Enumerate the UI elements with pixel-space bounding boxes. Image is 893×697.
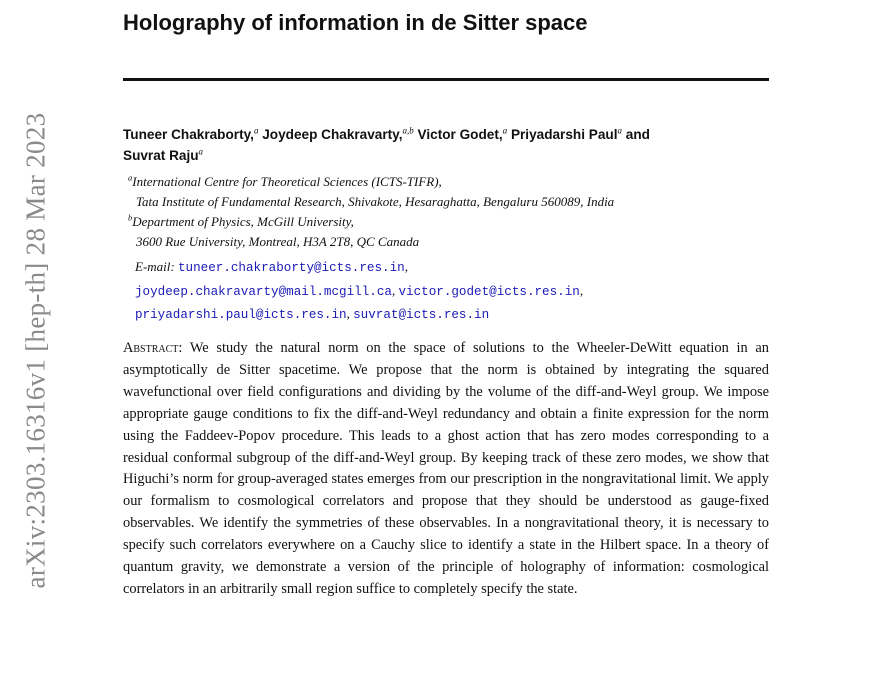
affiliation-text: Tata Institute of Fundamental Research, Shivakote, Hesaraghatta, Bengaluru 560089, India <box>136 194 615 209</box>
author-name: Victor Godet, <box>417 127 503 142</box>
email-link[interactable]: suvrat@icts.res.in <box>353 308 490 322</box>
author-affiliation-mark: a <box>253 125 259 136</box>
paper-title: Holography of information in de Sitter space <box>123 10 588 35</box>
author-name: Suvrat Raju <box>123 148 199 163</box>
affiliation-text: 3600 Rue University, Montreal, H3A 2T8, QC Canada <box>136 234 420 249</box>
email-line: priyadarshi.paul@icts.res.in, suvrat@icts.res.in <box>135 306 490 322</box>
affiliation-line <box>128 232 768 252</box>
author-conjunction: and <box>625 127 650 142</box>
title-rule-divider <box>123 78 769 81</box>
author-affiliation-mark: a <box>617 125 622 136</box>
affiliation-line <box>128 192 768 212</box>
arxiv-identifier-stamp <box>16 90 56 610</box>
affiliation-line <box>128 172 768 192</box>
author-affiliation-mark: a <box>198 146 204 157</box>
email-line: joydeep.chakravarty@mail.mcgill.ca, victor.godet@icts.res.in, <box>135 282 584 299</box>
email-link[interactable]: victor.godet@icts.res.in <box>398 284 580 299</box>
email-link[interactable]: tuneer.chakraborty@icts.res.in <box>177 261 405 275</box>
affiliation-mark: a <box>128 172 133 183</box>
affiliation-text: International Centre for Theoretical Sciences (ICTS-TIFR), <box>132 174 442 189</box>
affiliation-list <box>128 172 768 252</box>
abstract-label: Abstract: <box>123 340 183 356</box>
author-list <box>123 124 769 166</box>
author-name: Tuneer Chakraborty, <box>123 127 254 142</box>
abstract-text: We study the natural norm on the space of solutions to the Wheeler-DeWitt equation in an asymptotically de Sitter spacetime. We propose that the norm is obtained by integrating the squared wavefunctional over field configurations and dividing by the volume of the diff-and-Weyl group. We impose appropriate gauge conditions to fix the diff-and-Weyl redundancy and obtain a finite expression for the norm using the Faddeev-Popov procedure. This leads to a ghost action that has zero modes corresponding to a residual conformal subgroup of the diff-and-Weyl group. By keeping track of these zero modes, we show that Higuchi’s norm for group-averaged states emerges from our prescription in the nongravitational limit. We apply our formalism to cosmological correlators and propose that they should be understood as gauge-fixed observables. We identify the symmetries of these observables. In a nongravitational theory, it is necessary to specify such correlators everywhere on a Cauchy slice to identify a state in the Hilbert space. In a theory of quantum gravity, we demonstrate a version of the principle of holography of information: cosmological correlators in an arbitrarily small region suffice to completely specify the state. <box>123 340 769 597</box>
arxiv-identifier-text: arXiv:2303.16316v1 [hep-th] 28 Mar 2023 <box>20 112 51 588</box>
author-affiliation-mark: a,b <box>402 125 414 136</box>
author-name: Joydeep Chakravarty, <box>262 127 403 142</box>
affiliation-text: Department of Physics, McGill University, <box>132 214 354 229</box>
email-label: E-mail: <box>135 259 175 274</box>
affiliation-line <box>128 212 768 232</box>
email-block <box>135 256 775 327</box>
affiliation-mark: b <box>128 212 133 223</box>
email-link[interactable]: joydeep.chakravarty@mail.mcgill.ca <box>135 284 392 299</box>
email-line: E-mail: tuneer.chakraborty@icts.res.in, <box>135 259 408 275</box>
email-link[interactable]: priyadarshi.paul@icts.res.in <box>135 308 347 322</box>
author-name: Priyadarshi Paul <box>510 127 618 142</box>
abstract-paragraph <box>123 338 769 601</box>
author-affiliation-mark: a <box>502 125 508 136</box>
